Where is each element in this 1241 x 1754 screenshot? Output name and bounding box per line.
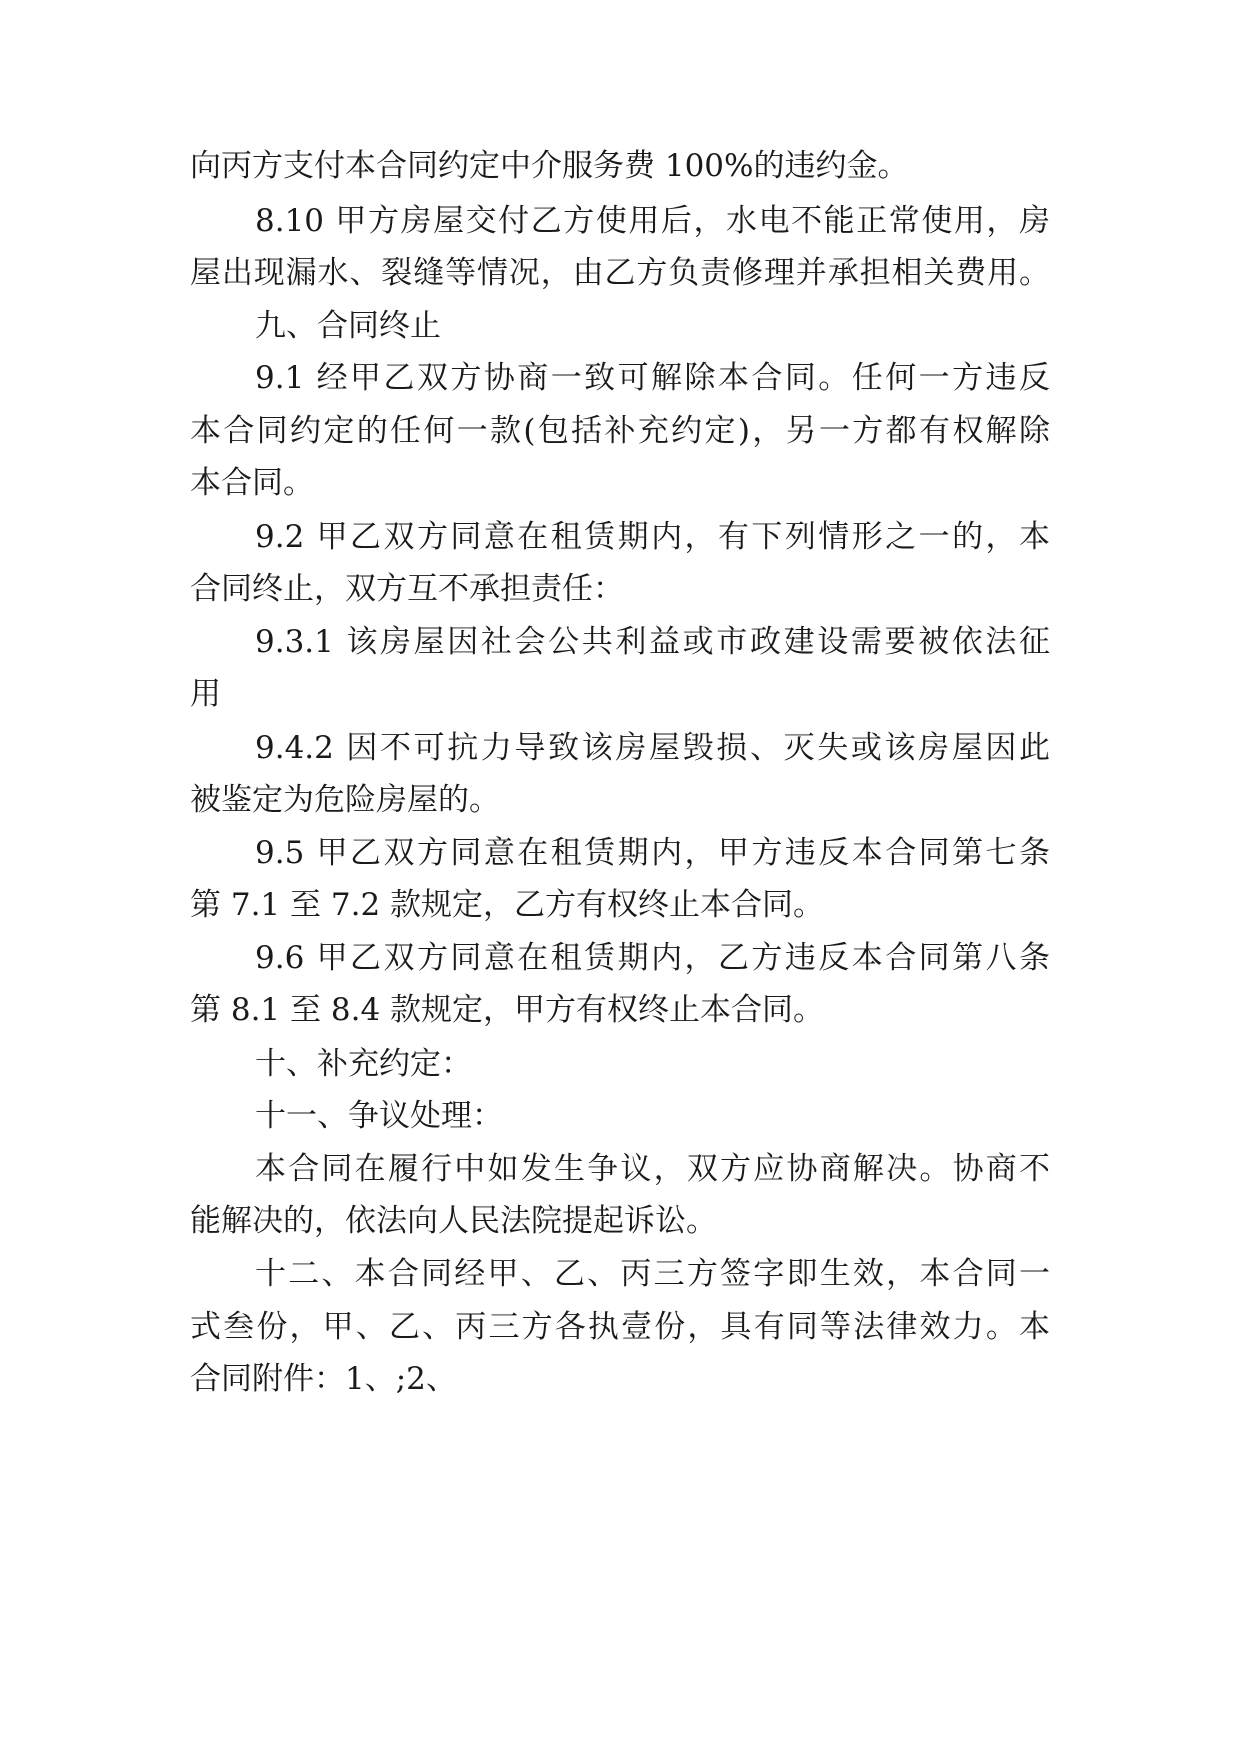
- text-line: 被鉴定为危险房屋的。: [190, 782, 500, 818]
- text-line: 9.3.1 该房屋因社会公共利益或市政建设需要被依法征: [255, 624, 1050, 660]
- text-line: 9.6 甲乙双方同意在租赁期内，乙方违反本合同第八条: [255, 940, 1050, 976]
- section-heading: 十、补充约定：: [255, 1046, 472, 1082]
- text-line: 能解决的，依法向人民法院提起诉讼。: [190, 1203, 717, 1239]
- text-line: 9.4.2 因不可抗力导致该房屋毁损、灭失或该房屋因此: [255, 730, 1050, 766]
- text-line: 本合同约定的任何一款(包括补充约定)，另一方都有权解除: [190, 413, 1050, 449]
- section-heading: 十一、争议处理：: [255, 1098, 503, 1134]
- text-line: 第 8.1 至 8.4 款规定，甲方有权终止本合同。: [190, 992, 825, 1028]
- text-line: 本合同在履行中如发生争议，双方应协商解决。协商不: [255, 1151, 1050, 1187]
- text-line: 8.10 甲方房屋交付乙方使用后，水电不能正常使用，房: [255, 203, 1050, 239]
- text-line: 用: [190, 676, 221, 712]
- text-line: 屋出现漏水、裂缝等情况，由乙方负责修理并承担相关费用。: [190, 255, 1050, 291]
- text-line: 向丙方支付本合同约定中介服务费 100%的违约金。: [190, 148, 909, 184]
- text-line: 式叁份，甲、乙、丙三方各执壹份，具有同等法律效力。本: [190, 1309, 1050, 1345]
- text-line: 9.1 经甲乙双方协商一致可解除本合同。任何一方违反: [255, 360, 1050, 396]
- text-line: 9.2 甲乙双方同意在租赁期内，有下列情形之一的，本: [255, 519, 1050, 555]
- text-line: 合同终止，双方互不承担责任：: [190, 571, 624, 607]
- section-heading: 九、合同终止: [255, 308, 441, 344]
- text-line: 9.5 甲乙双方同意在租赁期内，甲方违反本合同第七条: [255, 835, 1050, 871]
- text-line: 本合同。: [190, 465, 314, 501]
- text-line: 十二、本合同经甲、乙、丙三方签字即生效，本合同一: [255, 1256, 1050, 1292]
- text-line: 第 7.1 至 7.2 款规定，乙方有权终止本合同。: [190, 887, 825, 923]
- text-line: 合同附件：1、;2、: [190, 1361, 457, 1397]
